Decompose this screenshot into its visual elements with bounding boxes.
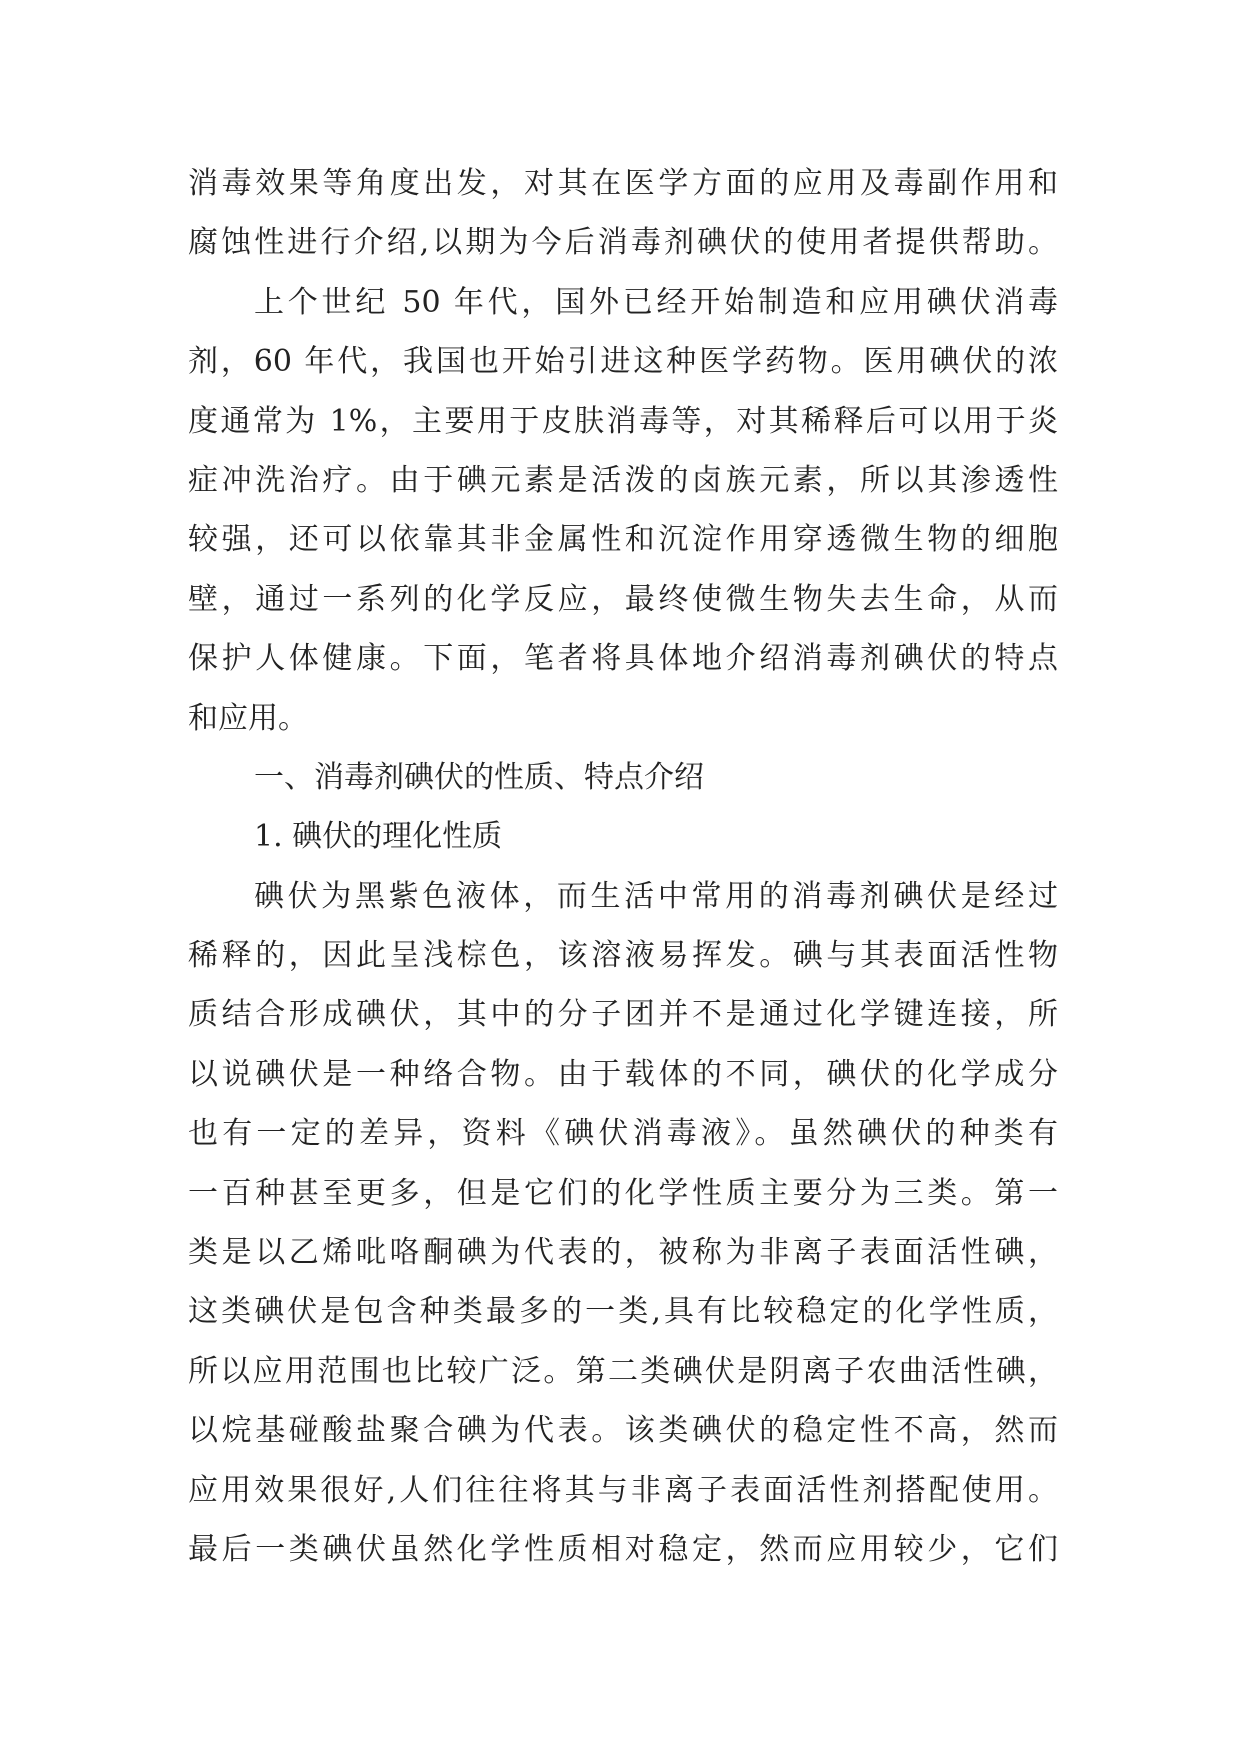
paragraph-start-line: 碘伏为黑紫色液体，而生活中常用的消毒剂碘伏是经过 — [254, 878, 1058, 914]
text-line: 一百种甚至更多，但是它们的化学性质主要分为三类。第一 — [188, 1175, 1058, 1211]
text-line: 也有一定的差异，资料《碘伏消毒液》。虽然碘伏的种类有 — [188, 1116, 1058, 1152]
text-line: 度通常为 1%，主要用于皮肤消毒等，对其稀释后可以用于炎 — [188, 403, 1058, 439]
text-line: 症冲洗治疗。由于碘元素是活泼的卤族元素，所以其渗透性 — [188, 462, 1058, 498]
text-line: 腐蚀性进行介绍,以期为今后消毒剂碘伏的使用者提供帮助。 — [188, 225, 1058, 261]
paragraph-start-line: 上个世纪 50 年代，国外已经开始制造和应用碘伏消毒 — [254, 284, 1058, 320]
subsection-heading: 1. 碘伏的理化性质 — [254, 819, 503, 855]
text-line: 保护人体健康。下面，笔者将具体地介绍消毒剂碘伏的特点 — [188, 641, 1058, 677]
text-line: 最后一类碘伏虽然化学性质相对稳定，然而应用较少，它们 — [188, 1531, 1058, 1567]
text-line: 剂，60 年代，我国也开始引进这种医学药物。医用碘伏的浓 — [188, 344, 1058, 380]
text-line: 以烷基碰酸盐聚合碘为代表。该类碘伏的稳定性不高，然而 — [188, 1413, 1058, 1449]
text-line: 这类碘伏是包含种类最多的一类,具有比较稳定的化学性质， — [188, 1294, 1058, 1330]
text-line: 和应用。 — [188, 700, 308, 736]
text-line: 壁，通过一系列的化学反应，最终使微生物失去生命，从而 — [188, 581, 1058, 617]
text-line: 消毒效果等角度出发，对其在医学方面的应用及毒副作用和 — [188, 166, 1058, 201]
document-body — [188, 154, 1058, 1579]
text-line: 以说碘伏是一种络合物。由于载体的不同，碘伏的化学成分 — [188, 1056, 1058, 1092]
text-line: 质结合形成碘伏，其中的分子团并不是通过化学键连接，所 — [188, 997, 1058, 1033]
text-line: 稀释的，因此呈浅棕色，该溶液易挥发。碘与其表面活性物 — [188, 938, 1058, 974]
text-line: 所以应用范围也比较广泛。第二类碘伏是阴离子农曲活性碘， — [188, 1353, 1058, 1389]
text-line: 应用效果很好,人们往往将其与非离子表面活性剂搭配使用。 — [188, 1472, 1058, 1508]
text-line: 较强，还可以依靠其非金属性和沉淀作用穿透微生物的细胞 — [188, 522, 1058, 558]
section-heading: 一、消毒剂碘伏的性质、特点介绍 — [254, 759, 704, 795]
text-line: 类是以乙烯吡咯酮碘为代表的，被称为非离子表面活性碘， — [188, 1235, 1058, 1271]
